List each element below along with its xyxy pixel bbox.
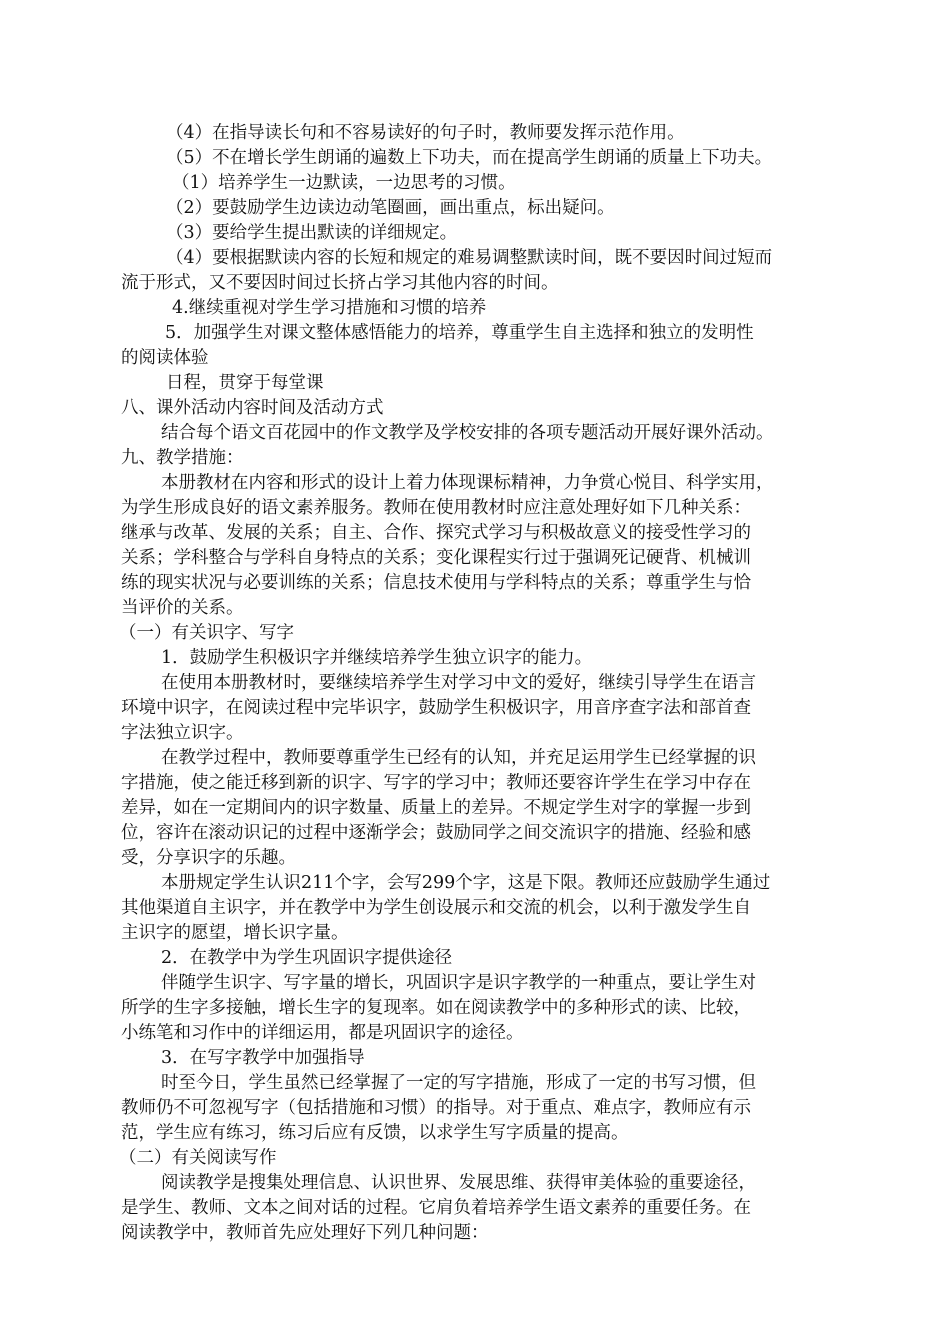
text-line: 本册规定学生认识211个字，会写299个字，这是下限。教师还应鼓励学生通过 (161, 873, 771, 893)
text-line: 阅读教学是搜集处理信息、认识世界、发展思维、获得审美体验的重要途径， (161, 1173, 756, 1193)
text-line: 流于形式，又不要因时间过长挤占学习其他内容的时间。 (121, 273, 559, 293)
text-line: 3．在写字教学中加强指导 (161, 1048, 365, 1068)
text-line: 的阅读体验 (121, 348, 209, 368)
text-line: 当评价的关系。 (121, 598, 244, 618)
section-heading: 九、教学措施： (121, 448, 244, 468)
text-line: 范，学生应有练习，练习后应有反馈，以求学生写字质量的提高。 (121, 1123, 629, 1143)
text-line: 在使用本册教材时，要继续培养学生对学习中文的爱好，继续引导学生在语言 (161, 673, 756, 693)
text-line: 为学生形成良好的语文素养服务。教师在使用教材时应注意处理好如下几种关系： (121, 498, 751, 518)
text-line: （5）不在增长学生朗诵的遍数上下功夫，而在提高学生朗诵的质量上下功夫。 (166, 148, 773, 168)
text-line: 时至今日，学生虽然已经掌握了一定的写字措施，形成了一定的书写习惯，但 (161, 1073, 756, 1093)
text-line: 伴随学生识字、写字量的增长，巩固识字是识字教学的一种重点，要让学生对 (161, 973, 756, 993)
text-line: 教师仍不可忽视写字（包括措施和习惯）的指导。对于重点、难点字，教师应有示 (121, 1098, 751, 1118)
text-line: 关系；学科整合与学科自身特点的关系；变化课程实行过于强调死记硬背、机械训 (121, 548, 751, 568)
text-line: 小练笔和习作中的详细运用，都是巩固识字的途径。 (121, 1023, 524, 1043)
text-line: 字法独立识字。 (121, 723, 244, 743)
text-line: 1．鼓励学生积极识字并继续培养学生独立识字的能力。 (161, 648, 593, 668)
text-line: 主识字的愿望，增长识字量。 (121, 923, 349, 943)
text-line: 所学的生字多接触，增长生字的复现率。如在阅读教学中的多种形式的读、比较， (121, 998, 751, 1018)
text-line: 结合每个语文百花园中的作文教学及学校安排的各项专题活动开展好课外活动。 (161, 423, 774, 443)
text-line: 差异，如在一定期间内的识字数量、质量上的差异。不规定学生对字的掌握一步到 (121, 798, 751, 818)
text-line: 是学生、教师、文本之间对话的过程。它肩负着培养学生语文素养的重要任务。在 (121, 1198, 751, 1218)
subsection-heading: （二）有关阅读写作 (119, 1148, 277, 1168)
text-line: （3）要给学生提出默读的详细规定。 (166, 223, 458, 243)
text-line: 5．加强学生对课文整体感悟能力的培养，尊重学生自主选择和独立的发明性 (165, 323, 754, 343)
text-line: （4）在指导读长句和不容易读好的句子时，教师要发挥示范作用。 (166, 123, 685, 143)
text-line: 在教学过程中，教师要尊重学生已经有的认知，并充足运用学生已经掌握的识 (161, 748, 756, 768)
text-line: 其他渠道自主识字，并在教学中为学生创设展示和交流的机会，以利于激发学生自 (121, 898, 751, 918)
text-line: （2）要鼓励学生边读边动笔圈画，画出重点，标出疑问。 (166, 198, 615, 218)
text-line: 环境中识字，在阅读过程中完毕识字，鼓励学生积极识字，用音序查字法和部首查 (121, 698, 751, 718)
text-line: 字措施，使之能迁移到新的识字、写字的学习中；教师还要容许学生在学习中存在 (121, 773, 751, 793)
text-line: （4）要根据默读内容的长短和规定的难易调整默读时间，既不要因时间过短而 (166, 248, 773, 268)
text-line: （1）培养学生一边默读，一边思考的习惯。 (172, 173, 516, 193)
text-line: 2．在教学中为学生巩固识字提供途径 (161, 948, 453, 968)
text-line: 日程，贯穿于每堂课 (166, 373, 324, 393)
text-line: 位，容许在滚动识记的过程中逐渐学会；鼓励同学之间交流识字的措施、经验和感 (121, 823, 751, 843)
text-line: 受，分享识字的乐趣。 (121, 848, 296, 868)
text-line: 继承与改革、发展的关系；自主、合作、探究式学习与积极故意义的接受性学习的 (121, 523, 751, 543)
text-line: 4.继续重视对学生学习措施和习惯的培养 (172, 298, 487, 318)
text-line: 阅读教学中，教师首先应处理好下列几种问题： (121, 1223, 489, 1243)
text-line: 本册教材在内容和形式的设计上着力体现课标精神，力争赏心悦目、科学实用， (161, 473, 774, 493)
subsection-heading: （一）有关识字、写字 (119, 623, 294, 643)
text-line: 练的现实状况与必要训练的关系；信息技术使用与学科特点的关系；尊重学生与恰 (121, 573, 751, 593)
section-heading: 八、课外活动内容时间及活动方式 (121, 398, 384, 418)
